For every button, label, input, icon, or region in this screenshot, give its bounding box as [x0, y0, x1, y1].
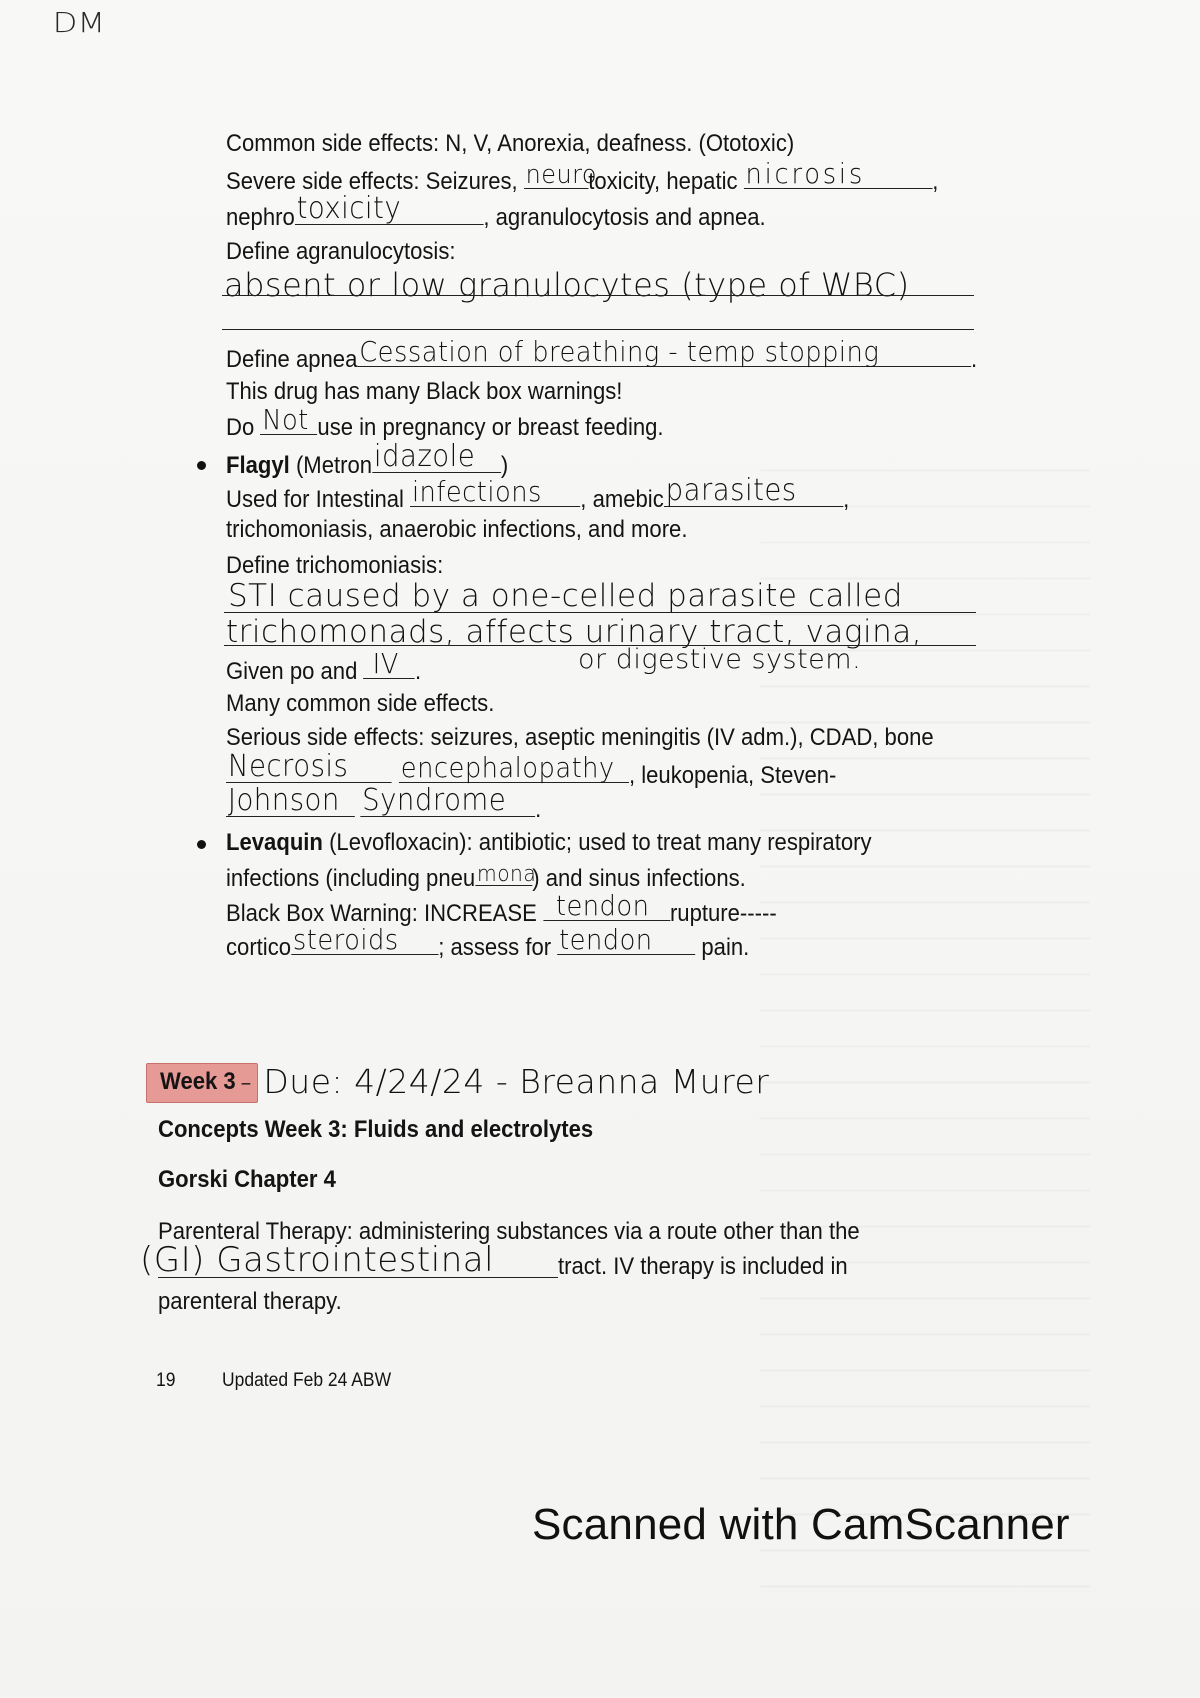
johnson-syndrome-line [226, 783, 542, 824]
handwriting-encephalopathy: encephalopathy [400, 751, 615, 784]
pregnancy-warning-line [226, 403, 664, 442]
handwriting-not: Not [262, 403, 309, 436]
handwriting-trichomoniasis-1: STI caused by a one-celled parasite called [228, 578, 903, 614]
text-segment: nephro [226, 204, 295, 231]
text-segment: (Levofloxacin): antibiotic; used to treat many respiratory [322, 829, 872, 856]
handwriting-tendon-1: tendon [555, 889, 650, 922]
answer-rule-3 [224, 612, 976, 613]
text-segment: . [535, 796, 542, 823]
bullet [197, 840, 206, 849]
handwriting-trichomoniasis-2: trichomonads, affects urinary tract, vagina, [226, 614, 923, 650]
handwriting-necrosis-2: Necrosis [227, 749, 349, 784]
handwriting-infections: infections [411, 475, 542, 508]
handwriting-due-date: - Due: 4/24/24 - Breanna Murer [240, 1062, 770, 1101]
text-segment: . [970, 346, 978, 373]
nephrotoxicity-line [226, 191, 766, 232]
parenteral-therapy-end: parenteral therapy. [158, 1288, 342, 1315]
blank-iv [363, 647, 415, 680]
blank-necrosis [744, 157, 933, 190]
blank-syndrome [360, 783, 535, 818]
text-segment: ; assess for [438, 934, 558, 961]
define-agranulocytosis-prompt: Define agranulocytosis: [226, 238, 456, 265]
given-po-iv-line [226, 647, 422, 686]
serious-side-effects-line: Serious side effects: seizures, aseptic meningitis (IV adm.), CDAD, bone [226, 724, 934, 751]
handwriting-toxicity: toxicity [296, 191, 402, 226]
text-segment: rupture----- [669, 900, 777, 927]
blank-infections [410, 475, 580, 508]
drug-name: Flagyl [226, 452, 290, 479]
define-apnea-line [226, 335, 978, 374]
handwriting-tendon-2: tendon [559, 923, 653, 956]
text-segment: Do [226, 414, 261, 441]
text-segment: pain. [695, 934, 750, 961]
handwriting-gastrointestinal: (GI) Gastrointestinal [140, 1240, 495, 1280]
blank-apnea [357, 335, 971, 368]
common-side-effects-note: Many common side effects. [226, 690, 495, 717]
drug-name: Levaquin [226, 829, 323, 856]
text-segment: use in pregnancy or breast feeding. [317, 414, 664, 441]
text-segment: , agranulocytosis and apnea. [483, 204, 766, 231]
text-segment: , [843, 486, 850, 513]
blank-tendon-2 [557, 923, 695, 956]
blank-not [260, 403, 317, 436]
corticosteroids-line [226, 923, 750, 962]
text-segment: , [932, 168, 939, 195]
text-segment: Severe side effects: Seizures, [226, 168, 524, 195]
answer-rule-1 [222, 295, 974, 296]
blank-parasites [664, 473, 843, 508]
common-side-effects-line: Common side effects: N, V, Anorexia, deafness. (Ototoxic) [226, 130, 795, 157]
text-segment: infections (including pneu [226, 865, 476, 892]
text-segment: . [415, 658, 422, 685]
handwriting-neuro: neuro [525, 160, 597, 190]
blank-necrosis-2 [226, 749, 392, 784]
levaquin-heading [226, 829, 872, 857]
blank-mona [475, 862, 537, 887]
blank-encephalopathy [399, 751, 629, 784]
text-segment: ) [500, 452, 509, 479]
blank-steroids [291, 923, 438, 956]
handwriting-steroids: steroids [292, 923, 399, 956]
handwriting-parasites: parasites [665, 473, 797, 508]
blank-johnson [226, 783, 355, 818]
handwriting-idazole: idazole [373, 439, 476, 474]
handwriting-iv: IV [372, 647, 399, 680]
text-segment: cortico [226, 934, 292, 961]
camscanner-watermark: Scanned with CamScanner [532, 1500, 1070, 1549]
handwriting-necrosis: nicrosis [745, 157, 866, 190]
text-segment: Given po and [226, 658, 364, 685]
page-number: 19 [156, 1370, 176, 1391]
answer-rule-2 [222, 329, 974, 330]
tract-text: tract. IV therapy is included in [558, 1253, 848, 1280]
flagyl-uses-line [226, 473, 850, 514]
blank-toxicity [295, 191, 484, 226]
text-segment: Used for Intestinal [226, 486, 411, 513]
corner-initials: DM [52, 6, 106, 39]
text-segment: (Metron [289, 452, 373, 479]
handwriting-apnea: Cessation of breathing - temp stopping [359, 335, 880, 368]
text-segment: Define apnea [226, 346, 358, 373]
flagyl-uses-continued: trichomoniasis, anaerobic infections, and more. [226, 516, 688, 543]
define-trichomoniasis-prompt: Define trichomoniasis: [226, 552, 444, 579]
handwriting-mona: mona [477, 862, 537, 887]
bullet [197, 461, 206, 470]
text-segment: , amebic [580, 486, 664, 513]
handwriting-trichomoniasis-3: or digestive system. [578, 644, 862, 675]
text-segment: toxicity, hepatic [588, 168, 744, 195]
updated-note: Updated Feb 24 ABW [222, 1370, 392, 1391]
blank-tendon-1 [543, 889, 670, 922]
text-segment: ) and sinus infections. [532, 865, 746, 892]
pneumonia-line [226, 863, 746, 893]
text-segment: Black Box Warning: INCREASE [226, 900, 543, 927]
handwriting-syndrome: Syndrome [362, 783, 507, 818]
blank-neuro [524, 160, 597, 190]
chapter-heading: Gorski Chapter 4 [158, 1166, 336, 1193]
blank-idazole [372, 439, 501, 474]
handwriting-agranulocytosis: absent or low granulocytes (type of WBC) [224, 266, 910, 304]
black-box-warnings-line: This drug has many Black box warnings! [226, 378, 623, 405]
concepts-heading: Concepts Week 3: Fluids and electrolytes [158, 1116, 594, 1143]
parenteral-definition-line: Parenteral Therapy: administering substances via a route other than the [158, 1218, 860, 1245]
text-segment: , leukopenia, Steven- [628, 762, 837, 789]
week-label: Week 3 [160, 1068, 236, 1095]
handwriting-johnson: Johnson [227, 783, 340, 818]
